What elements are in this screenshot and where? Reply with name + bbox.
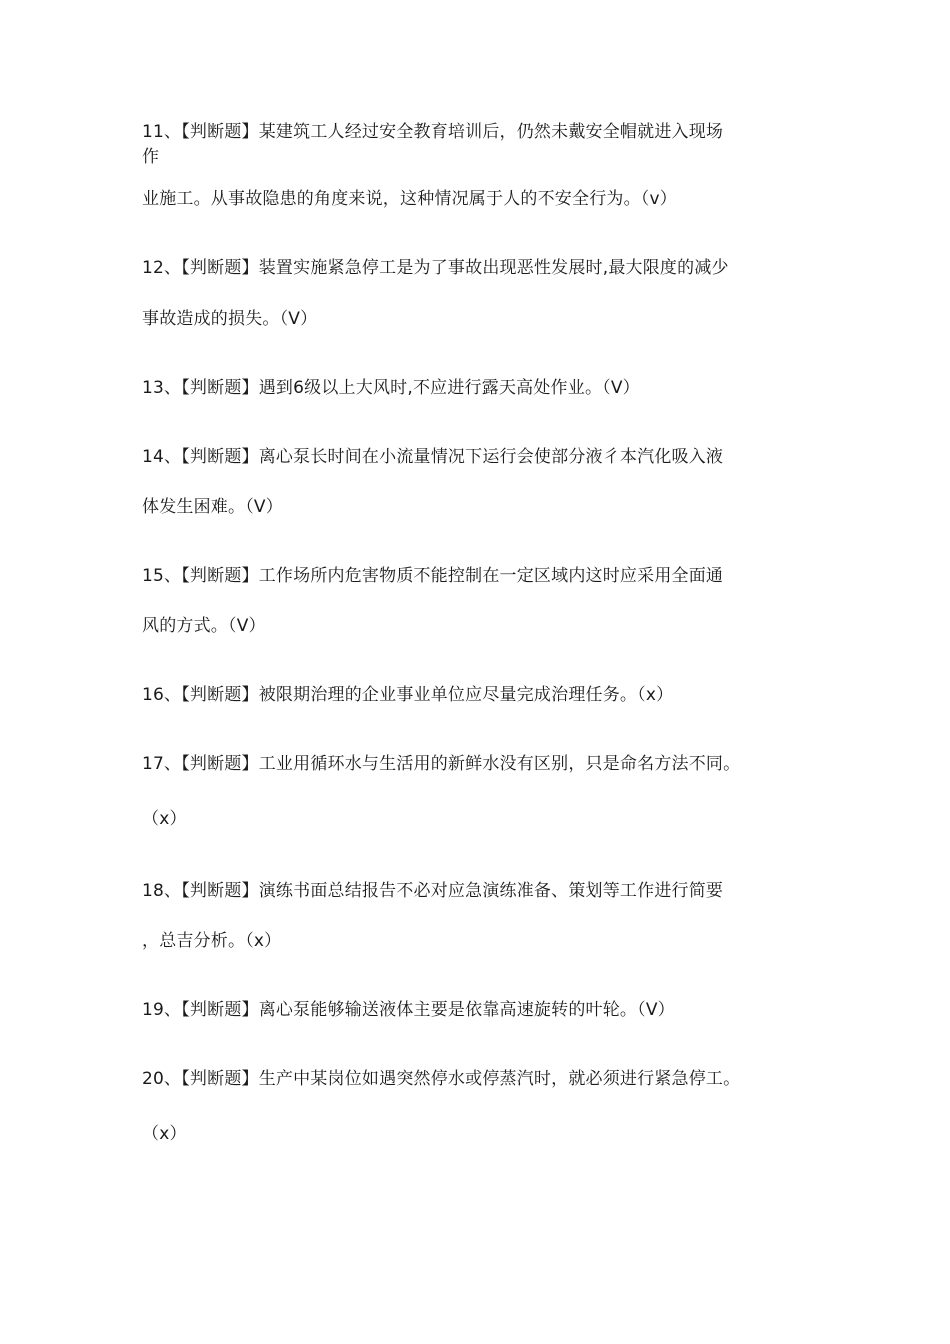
question-18-line-1: 18、【判断题】演练书面总结报告不必对应急演练准备、策划等工作进行简要 [142,881,724,901]
question-18-line-2: ，总吉分析。（x） [142,931,282,951]
question-11-line-2: 作 [142,147,160,167]
question-13-line-1: 13、【判断题】遇到6级以上大风时,不应进行露天高处作业。（V） [142,378,640,398]
question-17-line-1: 17、【判断题】工业用循环水与生活用的新鲜水没有区别，只是命名方法不同。 [142,754,741,774]
question-15-line-2: 风的方式。（V） [142,616,266,636]
question-20-line-1: 20、【判断题】生产中某岗位如遇突然停水或停蒸汽时，就必须进行紧急停工。 [142,1069,741,1089]
question-11-line-1: 11、【判断题】某建筑工人经过安全教育培训后，仍然未戴安全帽就进入现场 [142,122,724,142]
question-12-line-1: 12、【判断题】装置实施紧急停工是为了事故出现恶性发展时,最大限度的减少 [142,258,729,278]
question-15-line-1: 15、【判断题】工作场所内危害物质不能控制在一定区域内这时应采用全面通 [142,566,724,586]
question-14-line-1: 14、【判断题】离心泵长时间在小流量情况下运行会使部分液彳本汽化吸入液 [142,447,724,467]
question-19-line-1: 19、【判断题】离心泵能够输送液体主要是依靠高速旋转的叶轮。（V） [142,1000,675,1020]
question-14-line-2: 体发生困难。（V） [142,497,283,517]
question-12-line-2: 事故造成的损失。（V） [142,309,318,329]
question-17-line-2: （x） [142,809,187,829]
question-11-line-3: 业施工。从事故隐患的角度来说，这种情况属于人的不安全行为。（v） [142,189,677,209]
question-20-line-2: （x） [142,1124,187,1144]
question-16-line-1: 16、【判断题】被限期治理的企业事业单位应尽量完成治理任务。（x） [142,685,674,705]
